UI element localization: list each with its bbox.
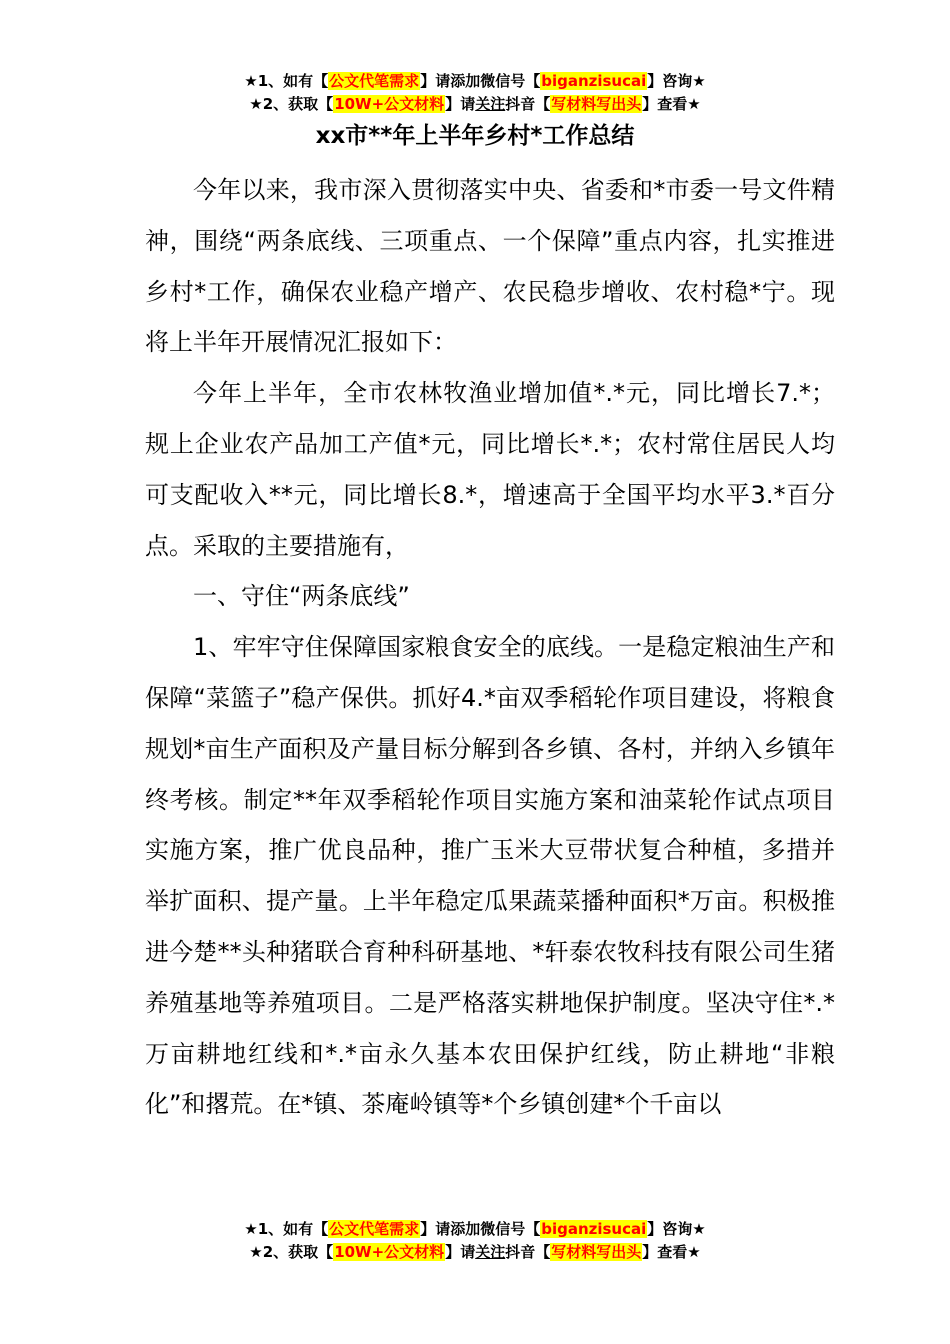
banner-line-2 bbox=[0, 93, 950, 116]
banner-line-2 bbox=[0, 1241, 950, 1264]
banner-underline: 关注 bbox=[475, 1243, 506, 1261]
banner-text: 抖音【 bbox=[505, 95, 551, 113]
document-title: xx市**年上半年乡村*工作总结 bbox=[315, 123, 635, 149]
banner-text: ★1、如有【 bbox=[244, 72, 329, 90]
banner-text: 】咨询★ bbox=[647, 1220, 706, 1238]
banner-line-1 bbox=[0, 70, 950, 93]
banner-text: 】查看★ bbox=[642, 1243, 701, 1261]
section-heading: 一、守住“两条底线” bbox=[193, 582, 410, 611]
banner-text: 】请 bbox=[445, 1243, 476, 1261]
header-banner bbox=[0, 70, 950, 116]
banner-line-1 bbox=[0, 1218, 950, 1241]
banner-text: 】请 bbox=[445, 95, 476, 113]
banner-text: ★2、获取【 bbox=[249, 1243, 334, 1261]
banner-text: ★2、获取【 bbox=[249, 95, 334, 113]
banner-text: ★1、如有【 bbox=[244, 1220, 329, 1238]
paragraph: 今年以来，我市深入贯彻落实中央、省委和*市委一号文件精神，围绕“两条底线、三项重点、一个保障”重点内容，扎实推进乡村*工作，确保农业稳产增产、农民稳步增收、农村稳*宁。现将上半年开展情况汇报如下： bbox=[145, 176, 835, 357]
banner-text: 】请添加微信号【 bbox=[420, 1220, 541, 1238]
document-body bbox=[145, 165, 835, 1130]
footer-banner bbox=[0, 1218, 950, 1264]
banner-highlight: 写材料写出头 bbox=[551, 1243, 642, 1261]
banner-highlight: 公文代笔需求 bbox=[329, 72, 420, 90]
banner-text: 】查看★ bbox=[642, 95, 701, 113]
banner-text: 抖音【 bbox=[505, 1243, 551, 1261]
banner-text: 】咨询★ bbox=[647, 72, 706, 90]
banner-highlight: 公文代笔需求 bbox=[329, 1220, 420, 1238]
banner-highlight: 10W+公文材料 bbox=[334, 95, 445, 113]
banner-text: 】请添加微信号【 bbox=[420, 72, 541, 90]
banner-highlight: biganzisucai bbox=[541, 72, 647, 90]
banner-underline: 关注 bbox=[475, 95, 506, 113]
paragraph: 今年上半年，全市农林牧渔业增加值*.*元，同比增长7.*；规上企业农产品加工产值*元，同比增长*.*；农村常住居民人均可支配收入**元，同比增长8.*，增速高于全国平均水平3.*百分点。采取的主要措施有， bbox=[145, 379, 835, 560]
banner-highlight: 写材料写出头 bbox=[551, 95, 642, 113]
banner-highlight: 10W+公文材料 bbox=[334, 1243, 445, 1261]
banner-highlight: biganzisucai bbox=[541, 1220, 647, 1238]
paragraph: 1、牢牢守住保障国家粮食安全的底线。一是稳定粮油生产和保障“菜篮子”稳产保供。抓好4.*亩双季稻轮作项目建设，将粮食规划*亩生产面积及产量目标分解到各乡镇、各村，并纳入乡镇年终考核。制定**年双季稻轮作项目实施方案和油菜轮作试点项目实施方案，推广优良品种，推广玉米大豆带状复合种植，多措并举扩面积、提产量。上半年稳定瓜果蔬菜播种面积*万亩。积极推进今楚**头种猪联合育种科研基地、*轩泰农牧科技有限公司生猪养殖基地等养殖项目。二是严格落实耕地保护制度。坚决守住*.*万亩耕地红线和*.*亩永久基本农田保护红线，防止耕地“非粮化”和撂荒。在*镇、茶庵岭镇等*个乡镇创建*个千亩以 bbox=[145, 633, 835, 1119]
